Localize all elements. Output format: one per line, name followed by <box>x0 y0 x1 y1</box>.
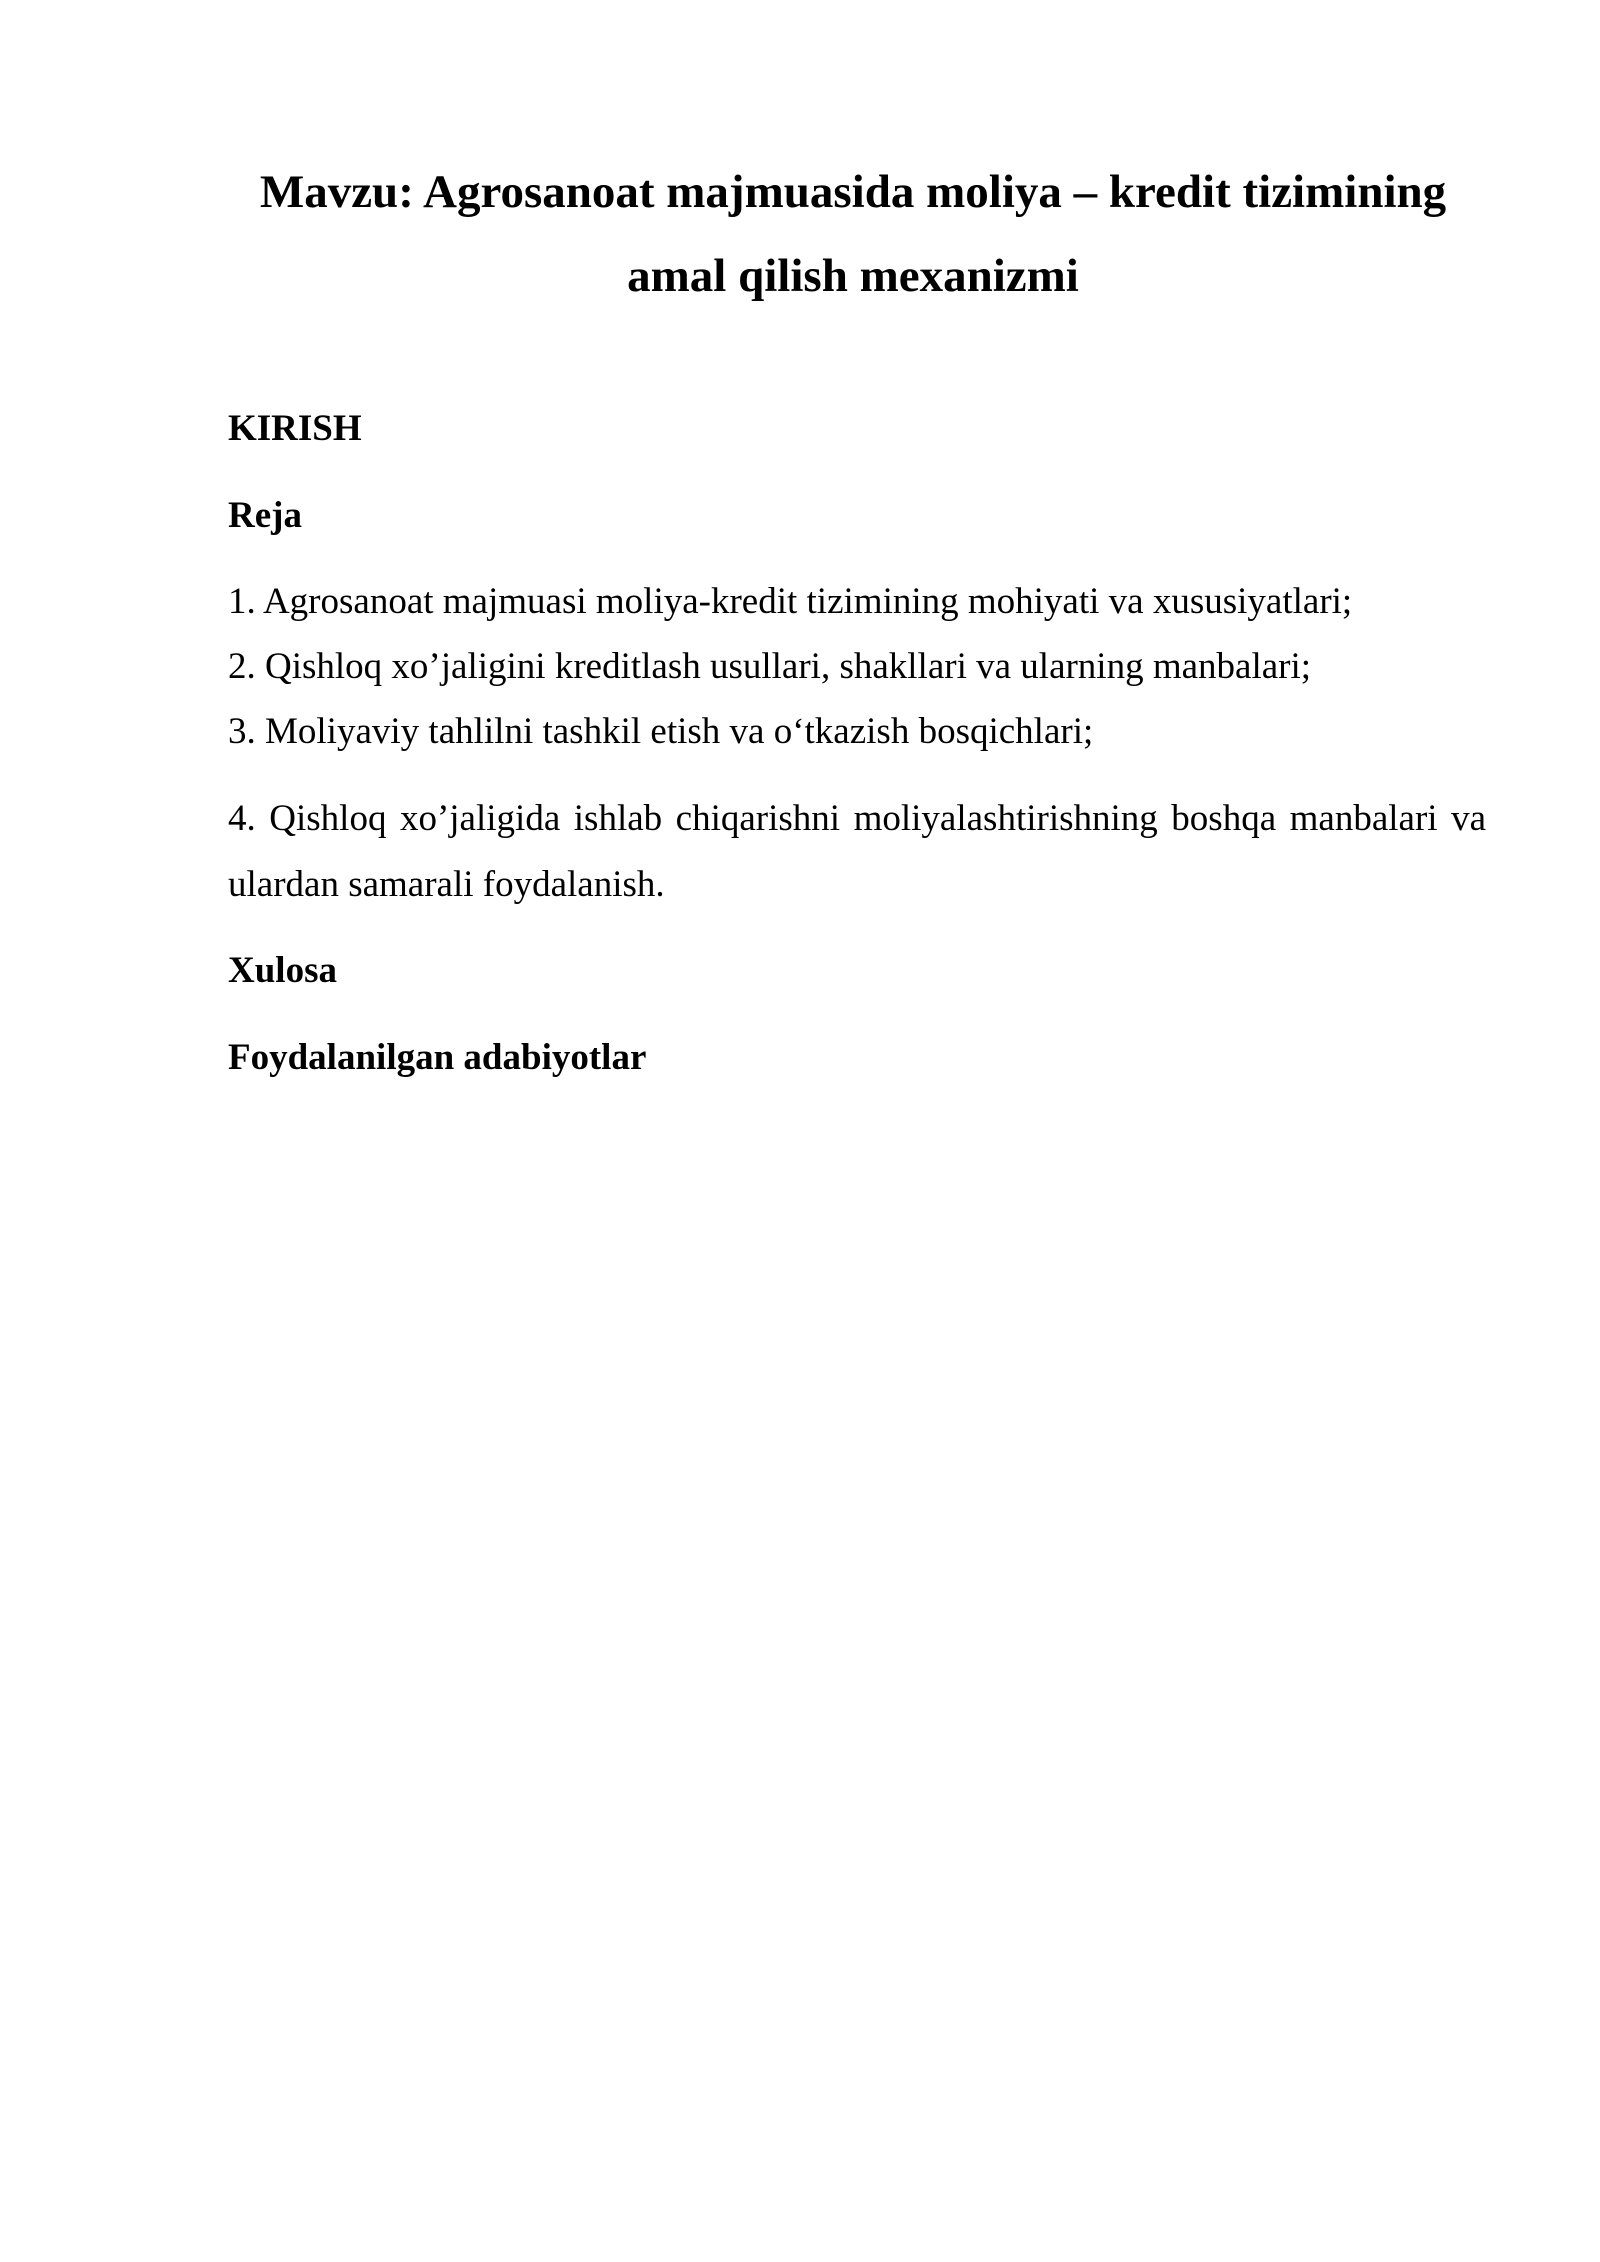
references-heading: Foydalanilgan adabiyotlar <box>228 1037 647 1078</box>
plan-heading: Reja <box>228 495 302 536</box>
plan-item-2: 2. Qishloq xo’jaligini kreditlash usullari, shakllari va ularning manbalari; <box>228 646 1312 687</box>
document-title-line-2: amal qilish mexanizmi <box>627 250 1079 302</box>
plan-item-1: 1. Agrosanoat majmuasi moliya-kredit tizimining mohiyati va xususiyatlari; <box>228 581 1353 622</box>
plan-item-4 <box>228 786 1486 918</box>
document-title <box>228 150 1478 318</box>
conclusion-heading: Xulosa <box>228 950 337 991</box>
plan-item-4-line-2: ulardan samarali foydalanish. <box>228 864 665 905</box>
intro-heading: KIRISH <box>228 408 362 449</box>
plan-item-3: 3. Moliyaviy tahlilni tashkil etish va o‘tkazish bosqichlari; <box>228 711 1094 752</box>
plan-item-4-line-1: 4. Qishloq xo’jaligida ishlab chiqarishni moliyalashtirishning boshqa manbalari va <box>228 798 1486 839</box>
document-title-line-1: Mavzu: Agrosanoat majmuasida moliya – kredit tizimining <box>259 166 1447 218</box>
